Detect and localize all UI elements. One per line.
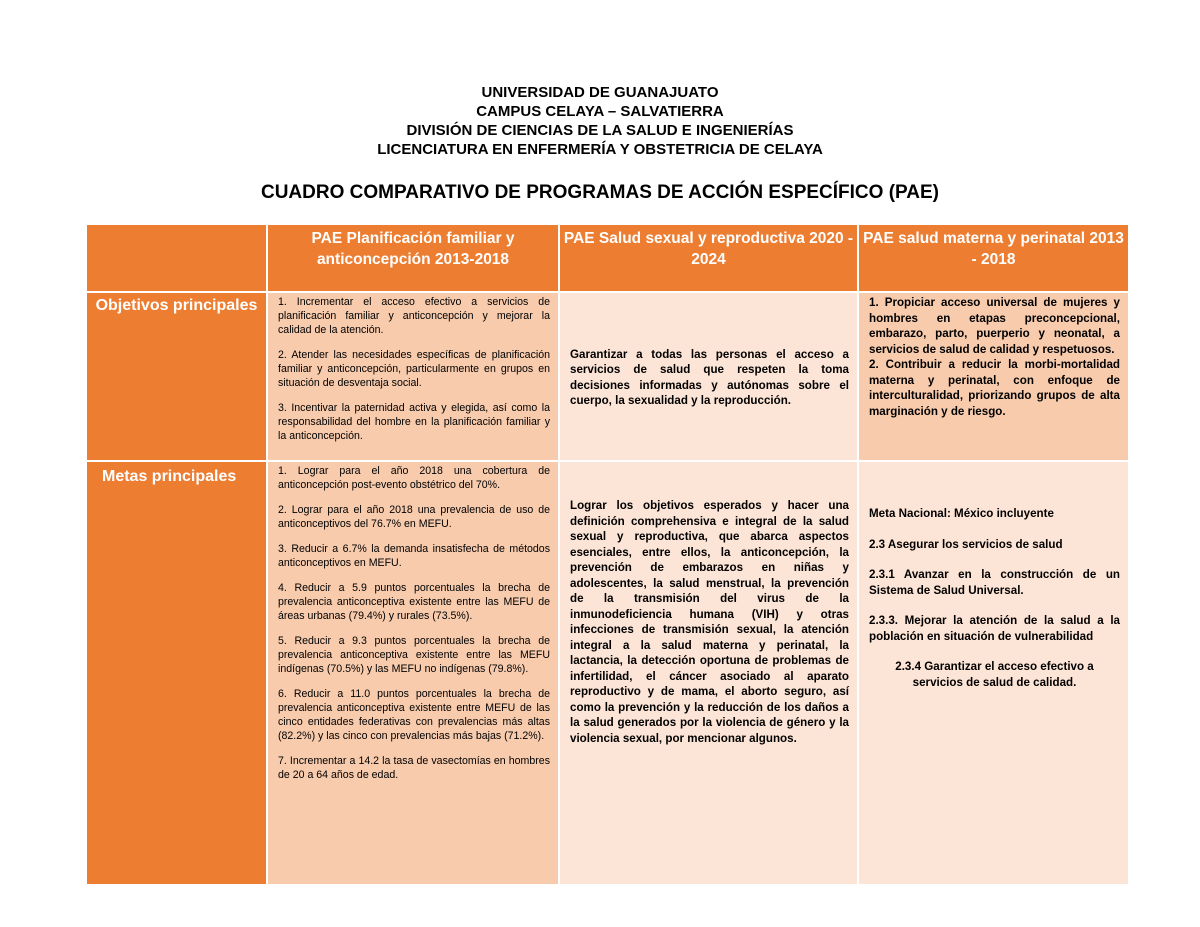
header-university: UNIVERSIDAD DE GUANAJUATO bbox=[481, 84, 719, 101]
cell-metas-salud-materna bbox=[858, 461, 1128, 884]
goal-item: 2.3.1 Avanzar en la construcción de un Sistema de Salud Universal. bbox=[869, 568, 1120, 597]
column-header-planificacion: PAE Planificación familiar y anticoncepción 2013-2018 bbox=[267, 225, 559, 292]
objective-item: 1. Incrementar el acceso efectivo a servicios de planificación familiar y anticoncepción y mejorar la calidad de la atención. bbox=[278, 296, 550, 336]
column-header-salud-sexual: PAE Salud sexual y reproductiva 2020 - 2024 bbox=[559, 225, 858, 292]
goal-item: Meta Nacional: México incluyente bbox=[869, 507, 1054, 520]
objective-item: 1. Propiciar acceso universal de mujeres y hombres en etapas preconcepcional, embarazo, parto, puerperio y neonatal, a servicios de salud de calidad y respetuosos. bbox=[869, 296, 1120, 356]
row-header-metas bbox=[87, 461, 267, 884]
table-row-objetivos bbox=[87, 292, 1128, 461]
table-corner-cell bbox=[87, 225, 267, 292]
goal-item: 1. Lograr para el año 2018 una cobertura de anticoncepción post-evento obstétrico del 70%. bbox=[278, 465, 550, 491]
row-header-objetivos bbox=[87, 292, 267, 461]
cell-metas-salud-sexual bbox=[559, 461, 858, 884]
goal-item: 2. Lograr para el año 2018 una prevalencia de uso de anticonceptivos del 76.7% en MEFU. bbox=[278, 504, 550, 530]
header-program: LICENCIATURA EN ENFERMERÍA Y OBSTETRICIA DE CELAYA bbox=[377, 141, 823, 158]
goal-item: 2.3.4 Garantizar el acceso efectivo a servicios de salud de calidad. bbox=[895, 660, 1094, 689]
row-label: Objetivos principales bbox=[95, 297, 258, 314]
objective-item: 2. Atender las necesidades específicas de planificación familiar y anticoncepción, particularmente en grupos en situación de desventaja social. bbox=[278, 349, 550, 389]
goal-item: 2.3 Asegurar los servicios de salud bbox=[869, 537, 1063, 551]
objective-item: 2. Contribuir a reducir la morbi-mortalidad materna y perinatal, con enfoque de interculturalidad, priorizando grupos de alta marginación y de riesgo. bbox=[869, 358, 1120, 418]
goal-item: 3. Reducir a 6.7% la demanda insatisfecha de métodos anticonceptivos en MEFU. bbox=[278, 543, 550, 569]
goal-item: 4. Reducir a 5.9 puntos porcentuales la brecha de prevalencia anticonceptiva existente entre las MEFU de áreas urbanas (79.4%) y rurales (73.5%). bbox=[278, 582, 550, 622]
cell-objetivos-salud-sexual bbox=[559, 292, 858, 461]
goal-item: 6. Reducir a 11.0 puntos porcentuales la brecha de prevalencia anticonceptiva existente entre MEFU de las cinco entidades federativas con prevalencias más altas (82.2%) y las cinco con prevalencias más bajas (71.2%). bbox=[278, 688, 550, 742]
header-division: DIVISIÓN DE CIENCIAS DE LA SALUD E INGENIERÍAS bbox=[406, 122, 794, 139]
objective-item: 3. Incentivar la paternidad activa y elegida, así como la responsabilidad del hombre en la planificación familiar y la anticoncepción. bbox=[278, 402, 550, 442]
cell-objetivos-planificacion bbox=[267, 292, 559, 461]
objective-text: Garantizar a todas las personas el acceso a servicios de salud que respeten la toma decisiones informadas y autónomas sobre el cuerpo, la sexualidad y la reproducción. bbox=[570, 347, 849, 407]
header-campus: CAMPUS CELAYA – SALVATIERRA bbox=[476, 103, 724, 120]
cell-objetivos-salud-materna bbox=[858, 292, 1128, 461]
table-header-row bbox=[87, 225, 1128, 292]
comparison-table bbox=[87, 225, 1128, 884]
document-header bbox=[0, 83, 1200, 159]
table-row-metas bbox=[87, 461, 1128, 884]
goal-item: 2.3.3. Mejorar la atención de la salud a la población en situación de vulnerabilidad bbox=[869, 614, 1120, 643]
goal-text: Lograr los objetivos esperados y hacer una definición comprehensiva e integral de la salud sexual y reproductiva, que abarca aspectos esenciales, entre ellos, la anticoncepción, la prevención de embarazos en niñas y adolescentes, la salud menstrual, la prevención de la transmisión del virus de la inmunodeficiencia humana (VIH) y otras infecciones de transmisión sexual, la atención integral a la salud materna y perinatal, la lactancia, la detección oportuna de problemas de infertilidad, el cáncer asociado al aparato reproductivo y de mama, el aborto seguro, así como la prevención y la reducción de los daños a la salud generados por la violencia de género y la violencia sexual, por mencionar algunos. bbox=[570, 499, 849, 745]
page-title: CUADRO COMPARATIVO DE PROGRAMAS DE ACCIÓN ESPECÍFICO (PAE) bbox=[260, 182, 940, 203]
goal-item: 7. Incrementar a 14.2 la tasa de vasectomías en hombres de 20 a 64 años de edad. bbox=[278, 755, 550, 781]
row-label: Metas principales bbox=[102, 468, 237, 485]
goal-item: 5. Reducir a 9.3 puntos porcentuales la brecha de prevalencia anticonceptiva existente entre las MEFU indígenas (70.5%) y las MEFU no indígenas (79.8%). bbox=[278, 635, 550, 675]
column-header-salud-materna: PAE salud materna y perinatal 2013 - 2018 bbox=[858, 225, 1128, 292]
cell-metas-planificacion bbox=[267, 461, 559, 884]
